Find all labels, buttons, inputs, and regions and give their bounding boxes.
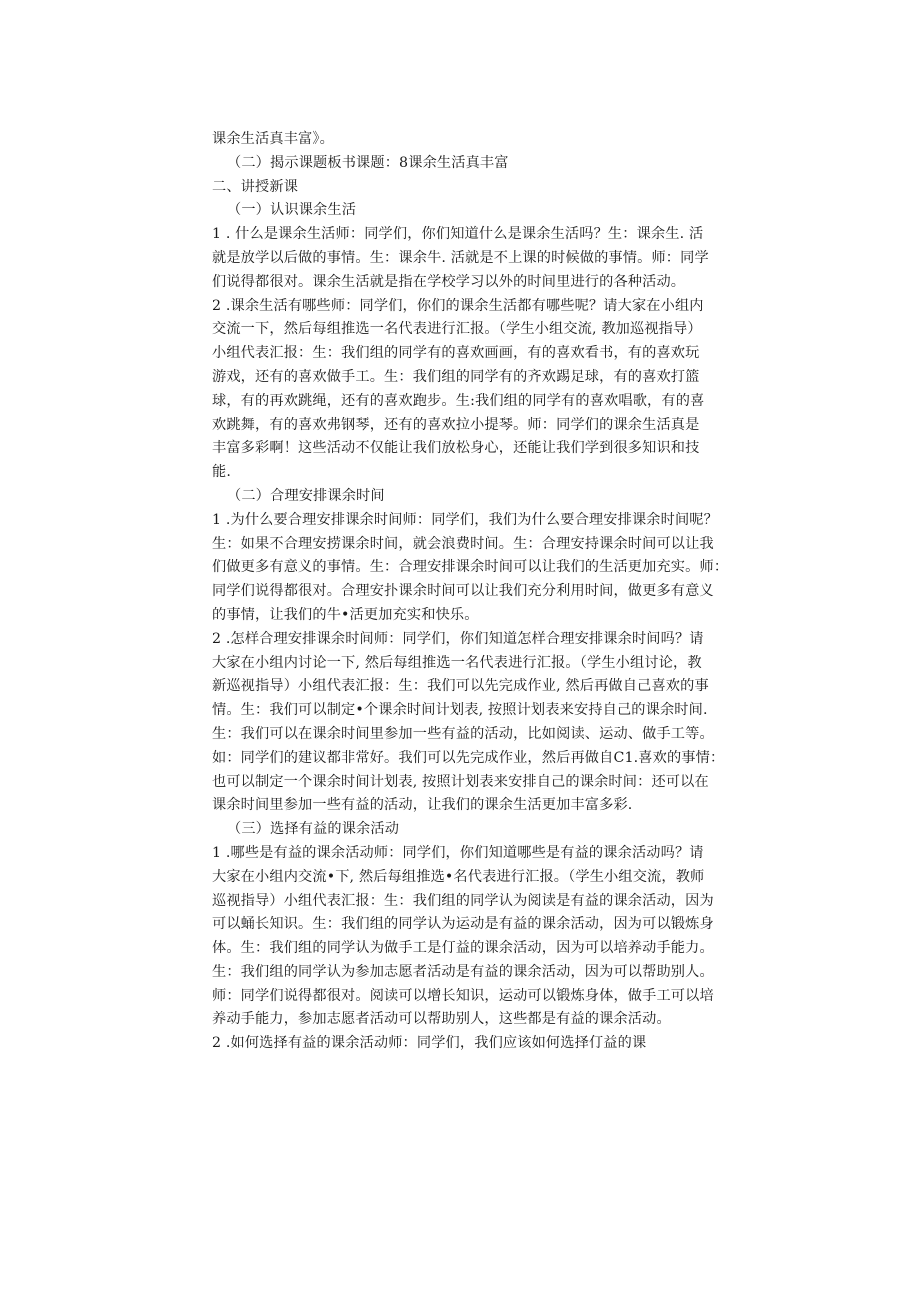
section-heading: （二）揭示课题板书课题：8课余生活真丰富 [227, 154, 509, 171]
text-line: 课余生活真丰富》。 [212, 131, 334, 147]
text-line: 师：同学们说得都很对。阅读可以增长知识，运动可以锻炼身体，做手工可以培 [212, 987, 714, 1004]
text-line: 可以蛹长知识。生：我们组的同学认为运动是有益的课余活动，因为可以锻炼身 [212, 916, 714, 933]
text-line: 大家在小组内交流•下, 然后每组推选•名代表进行汇报。（学生小组交流，教师 [212, 868, 705, 885]
text-line: 2 .怎样合理安排课余时间师：同学们，你们知道怎样合理安排课余时间吗？请 [212, 630, 704, 647]
text-line: 2 .如何选择有益的课余活动师：同学们，我们应该如何选择仃益的课 [212, 1035, 647, 1052]
text-line: 的事情，让我们的牛•活更加充实和快乐。 [212, 606, 479, 623]
text-line: 体。生：我们组的同学认为做手工是仃益的课余活动，因为可以培养动手能力。 [212, 940, 714, 957]
text-line: 1 .哪些是有益的课余活动师：同学们，你们知道哪些是有益的课余活动吗？请 [212, 844, 704, 861]
text-line: 就是放学以后做的事情。生：课余牛. 活就是不上课的时候做的事情。师：同学 [212, 249, 709, 266]
text-line: 课余时间里参加一些有益的活动，让我们的课余生活更加丰富多彩. [212, 797, 633, 814]
text-line: 如：同学们的建议都非常好。我们可以先完成作业，然后再做自C1.喜欢的事情： [212, 749, 725, 766]
text-line: 生：我们可以在课余时间里参加一些有益的活动，比如阅读、运动、做手工等。 [212, 725, 714, 742]
text-line: 交流一下，然后每组推选一名代表进行汇报。（学生小组交流, 教加巡视指导） [212, 321, 702, 338]
text-line: 们说得都很对。课余生活就是指在学校学习以外的时间里进行的各种活动。 [212, 273, 686, 290]
text-line: 们做更多有意义的事情。生：合理安排课余时间可以让我们的生活更加充实。师： [212, 559, 729, 576]
text-line: 巡视指导）小组代表汇报：生：我们组的同学认为阅读是有益的课余活动，因为 [212, 892, 714, 909]
text-line: 也可以制定一个课余时间计划表, 按照计划表来安排自己的课余时间：还可以在 [212, 773, 709, 790]
text-line: 生：如果不合理安捞课余时间，就会浪费时间。生：合理安持课余时间可以让我 [212, 535, 714, 552]
text-line: 能. [212, 464, 231, 481]
text-line: 1 . 什么是课余生活师：同学们，你们知道什么是课余生活吗？生：课余生. 活 [212, 226, 704, 243]
text-line: 同学们说得都很对。合理安扑课余时间可以让我们充分利用时间，做更多有意义 [212, 583, 714, 600]
text-line: 二、讲授新课 [212, 178, 299, 195]
text-line: 游戏，还有的喜欢做手工。生：我们组的同学有的齐欢踢足球，有的喜欢打篮 [212, 368, 700, 385]
section-heading: （三）选择有益的课余活动 [227, 821, 400, 838]
text-line: 欢跳舞，有的喜欢弗钢琴，还有的喜欢拉小提琴。师：同学们的课余生活真是 [212, 416, 700, 433]
text-line: 新巡视指导）小组代表汇报：生：我们可以先完成作业, 然后再做自己喜欢的事 [212, 678, 709, 695]
text-line: 大家在小组内讨论一下, 然后每组推选一名代表进行汇报。（学生小组讨论，教 [212, 654, 702, 671]
section-heading: （二）合理安排课余时间 [227, 487, 385, 504]
text-line: 生：我们组的同学认为参加志愿者活动是有益的课余活动，因为可以帮助别人。 [212, 963, 714, 980]
text-line: 1 .为什么要合理安排课余时间师：同学们，我们为什么要合理安排课余时间呢？ [212, 511, 718, 528]
document-page [212, 128, 729, 1056]
text-line: 小组代表汇报：生：我们组的同学有的喜欢画画，有的喜欢看书，有的喜欢玩 [212, 345, 700, 362]
text-line: 2 .课余生活有哪些师：同学们，你们的课余生活都有哪些呢？请大家在小组内 [212, 297, 704, 314]
section-heading: （一）认识课余生活 [227, 202, 357, 219]
text-line: 养动手能力，参加志愿者活动可以帮助别人，这些都是有益的课余活动。 [212, 1011, 671, 1028]
text-line: 丰富多彩啊！这些活动不仅能让我们放松身心，还能让我们学到很多知识和技 [212, 440, 700, 457]
text-line: 球，有的再欢跳绳，还有的喜欢跑步。生:我们组的同学有的喜欢唱歌，有的喜 [212, 392, 705, 409]
text-line: 情。生：我们可以制定•个课余时间计划表, 按照计划表来安持自己的课余时间. [212, 702, 708, 719]
